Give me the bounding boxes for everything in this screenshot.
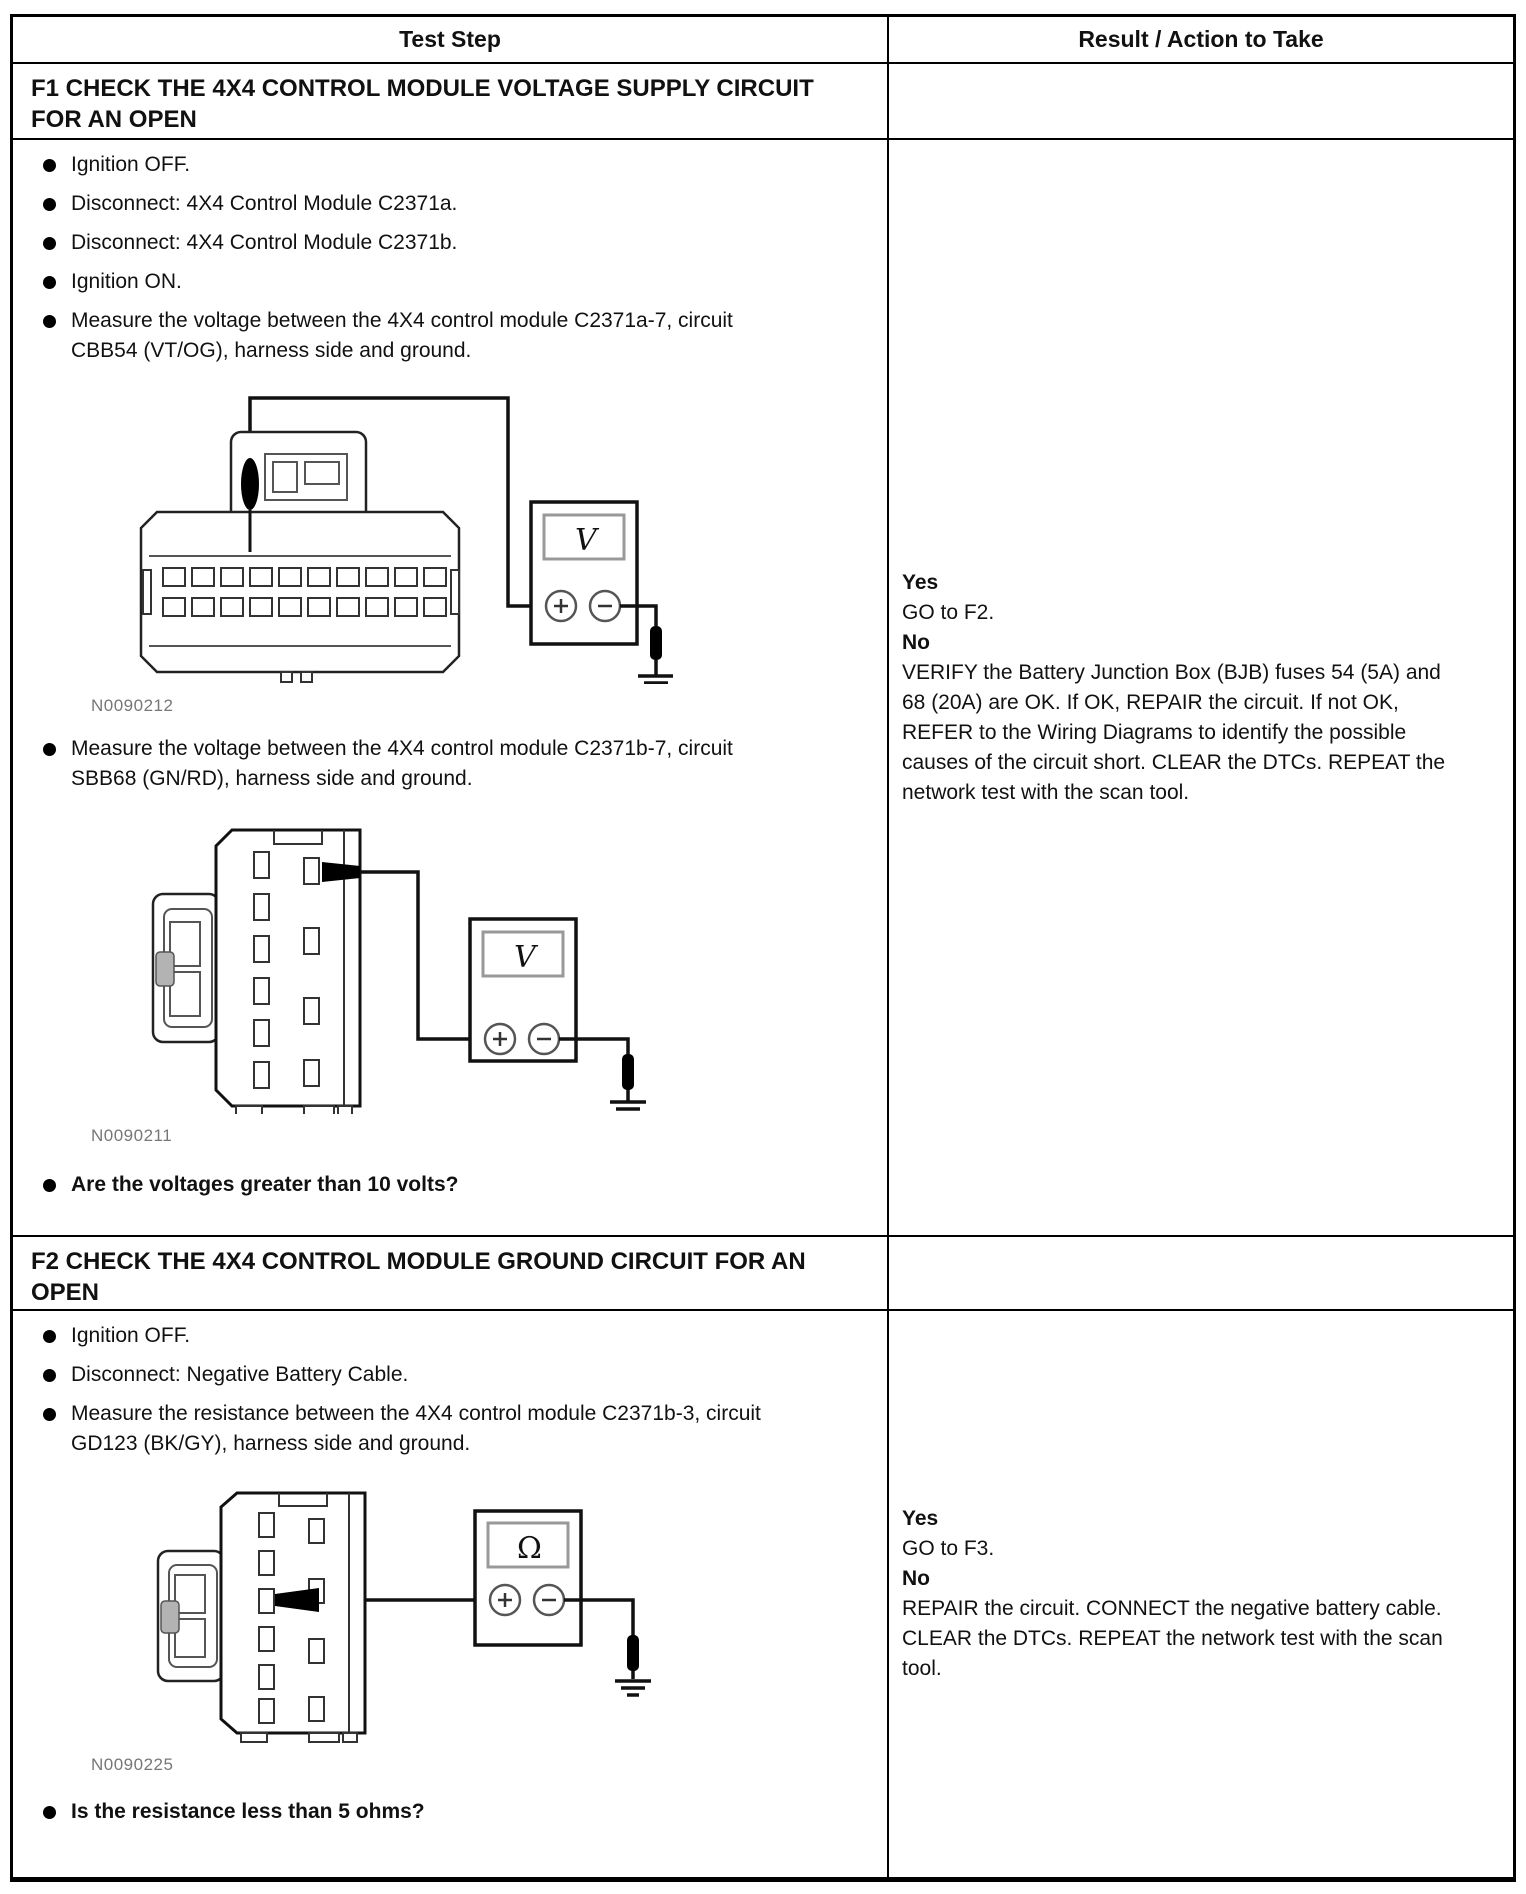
bullet-icon	[43, 198, 56, 211]
f2-title-empty-cell	[889, 1237, 1513, 1311]
connector-voltmeter-diagram-c2371b	[108, 814, 668, 1114]
list-item	[13, 1321, 879, 1351]
list-item	[13, 189, 879, 219]
yes-action: GO to F3.	[902, 1537, 995, 1560]
column-header-result	[889, 17, 1513, 64]
result-header-label: Result / Action to Take	[1078, 26, 1324, 52]
yes-action: GO to F2.	[902, 600, 995, 624]
test-step-header-label: Test Step	[399, 26, 501, 52]
bullet-icon	[43, 1369, 56, 1382]
no-label: No	[902, 1567, 930, 1590]
connector-ohmmeter-diagram-c2371b	[113, 1483, 673, 1743]
f1-result-cell	[889, 140, 1513, 1237]
list-item	[13, 1399, 879, 1459]
connector-voltmeter-diagram-c2371a	[113, 384, 673, 684]
ground-probe	[622, 1054, 634, 1090]
list-item	[13, 228, 879, 258]
question-text: Is the resistance less than 5 ohms?	[71, 1800, 425, 1823]
test-probe	[241, 458, 259, 510]
bullet-icon	[43, 743, 56, 756]
bullet-icon	[43, 315, 56, 328]
list-item	[13, 150, 879, 180]
question-text: Are the voltages greater than 10 volts?	[71, 1173, 459, 1196]
ground-symbol	[610, 1102, 646, 1114]
ground-symbol	[638, 676, 673, 684]
yes-label: Yes	[902, 570, 939, 594]
f2-section-title: F2 CHECK THE 4X4 CONTROL MODULE GROUND CIRCUIT FOR AN OPEN	[31, 1248, 806, 1306]
step-text: Ignition ON.	[71, 270, 182, 293]
pinpoint-test-table	[10, 14, 1516, 1882]
step-text: Disconnect: 4X4 Control Module C2371a.	[71, 192, 458, 215]
f2-section-title-cell	[13, 1237, 889, 1311]
step-text: Measure the resistance between the 4X4 control module C2371b-3, circuit GD123 (BK/GY), harness side and ground.	[71, 1402, 761, 1455]
f1-section-title: F1 CHECK THE 4X4 CONTROL MODULE VOLTAGE SUPPLY CIRCUIT FOR AN OPEN	[31, 75, 814, 133]
bullet-icon	[43, 1330, 56, 1343]
ground-probe	[627, 1635, 639, 1671]
ground-probe	[650, 626, 662, 660]
voltmeter-symbol: V	[575, 523, 597, 558]
step-text: Measure the voltage between the 4X4 control module C2371a-7, circuit CBB54 (VT/OG), harness side and ground.	[71, 309, 733, 362]
list-item	[13, 734, 879, 794]
connector-body	[221, 1493, 365, 1733]
bullet-icon	[43, 1408, 56, 1421]
step-text: Disconnect: Negative Battery Cable.	[71, 1363, 409, 1386]
ground-symbol	[615, 1681, 651, 1695]
f1-section-title-cell	[13, 64, 889, 140]
f1-title-empty-cell	[889, 64, 1513, 140]
question-item	[13, 1797, 879, 1827]
bullet-icon	[43, 237, 56, 250]
column-header-test-step	[13, 17, 889, 64]
list-item	[13, 267, 879, 297]
step-text: Ignition OFF.	[71, 1324, 191, 1347]
figure-label: N0090225	[91, 1755, 174, 1774]
yes-label: Yes	[902, 1507, 939, 1530]
bullet-icon	[43, 276, 56, 289]
step-text: Measure the voltage between the 4X4 control module C2371b-7, circuit SBB68 (GN/RD), harness side and ground.	[71, 737, 733, 790]
no-action: REPAIR the circuit. CONNECT the negative battery cable. CLEAR the DTCs. REPEAT the network test with the scan tool.	[902, 1597, 1443, 1680]
step-text: Ignition OFF.	[71, 153, 191, 176]
bullet-icon	[43, 1179, 56, 1192]
ohmmeter-symbol: Ω	[517, 1531, 542, 1566]
voltmeter-symbol: V	[514, 940, 536, 975]
list-item	[13, 306, 879, 366]
f2-result-cell	[889, 1311, 1513, 1877]
figure-label: N0090211	[91, 1126, 173, 1145]
figure-label: N0090212	[91, 696, 174, 715]
f1-test-step-cell	[13, 140, 889, 1237]
question-item	[13, 1170, 879, 1200]
no-action: VERIFY the Battery Junction Box (BJB) fuses 54 (5A) and 68 (20A) are OK. If OK, REPAIR the circuit. If not OK, REFER to the Wiring Diagrams to identify the possible causes of the circuit short. CLEAR the DTCs. REPEAT the network test with the scan tool.	[902, 660, 1446, 804]
connector-body	[141, 512, 459, 672]
list-item	[13, 1360, 879, 1390]
no-label: No	[902, 630, 930, 654]
bullet-icon	[43, 1806, 56, 1819]
bullet-icon	[43, 159, 56, 172]
step-text: Disconnect: 4X4 Control Module C2371b.	[71, 231, 458, 254]
f2-test-step-cell	[13, 1311, 889, 1877]
